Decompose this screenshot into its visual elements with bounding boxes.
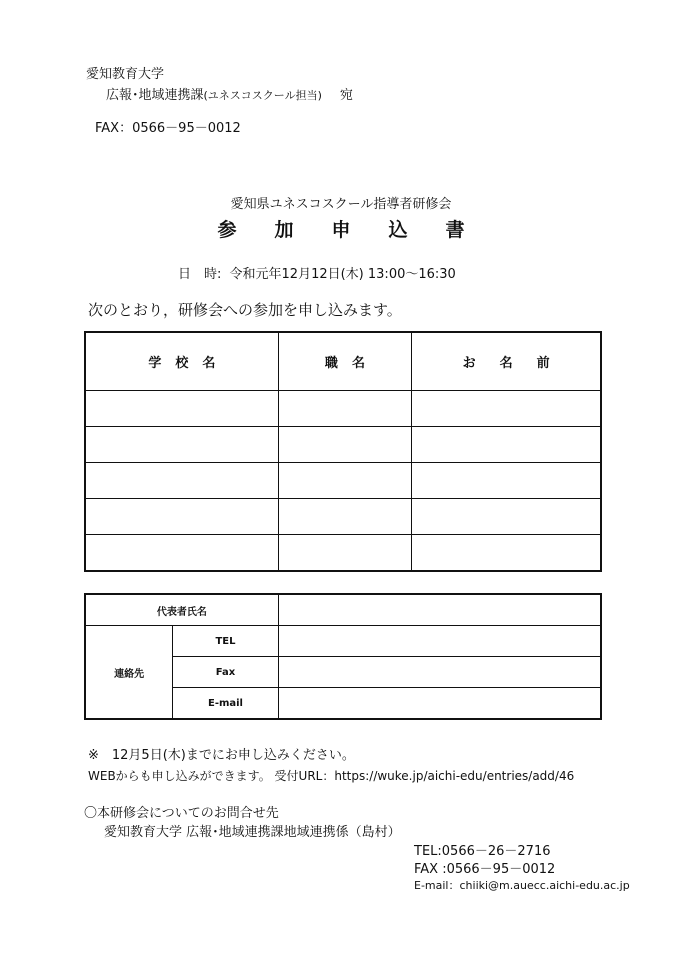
- form-subtitle: 愛知県ユネスコスクール指導者研修会: [230, 197, 452, 212]
- school-cell[interactable]: [85, 535, 278, 572]
- title-char: 参: [217, 219, 237, 241]
- recipient-department: 広報･地域連携課: [106, 88, 204, 103]
- recipient-department-line: [106, 84, 353, 103]
- school-cell[interactable]: [85, 391, 278, 427]
- recipient-honorific: 宛: [339, 88, 353, 103]
- contact-label: 連絡先: [85, 626, 173, 720]
- title-char: 込: [388, 219, 408, 241]
- inquiry-email: E-mail：chiiki@m.auecc.aichi-edu.ac.jp: [414, 879, 630, 892]
- inquiry-tel: TEL:0566－26－2716: [414, 844, 551, 859]
- representative-name-cell[interactable]: [278, 594, 601, 626]
- header-name: お 名 前: [412, 332, 601, 391]
- title-char: 申: [331, 219, 351, 241]
- table-row: [85, 427, 601, 463]
- email-label: E-mail: [173, 688, 279, 720]
- tel-cell[interactable]: [278, 626, 601, 657]
- table-row: [85, 463, 601, 499]
- name-cell[interactable]: [412, 391, 601, 427]
- participants-header-row: [85, 332, 601, 391]
- title-char: 書: [445, 219, 465, 241]
- name-cell[interactable]: [412, 463, 601, 499]
- name-cell[interactable]: [412, 535, 601, 572]
- table-row: [85, 391, 601, 427]
- date-value: 令和元年12月12日(木) 13:00～16:30: [229, 267, 456, 282]
- date-label: 日 時:: [178, 267, 222, 282]
- table-row: [85, 499, 601, 535]
- inquiry-fax: FAX :0566－95－0012: [414, 862, 556, 877]
- school-cell[interactable]: [85, 427, 278, 463]
- deadline-note: ※ 12月5日(木)までにお申し込みください。: [88, 748, 355, 763]
- inquiry-heading: 〇本研修会についてのお問合せ先: [84, 806, 279, 821]
- position-cell[interactable]: [278, 427, 411, 463]
- inquiry-org: 愛知教育大学 広報･地域連携課地域連携係（島村）: [104, 825, 401, 840]
- contact-tel-row: [85, 626, 601, 657]
- school-cell[interactable]: [85, 499, 278, 535]
- title-char: 加: [274, 219, 294, 241]
- tel-label: TEL: [173, 626, 279, 657]
- fax-label: Fax: [173, 657, 279, 688]
- position-cell[interactable]: [278, 463, 411, 499]
- header-position: 職 名: [278, 332, 411, 391]
- participants-table: [84, 331, 602, 572]
- representative-label: 代表者氏名: [85, 594, 278, 626]
- header-school-name: 学 校 名: [85, 332, 278, 391]
- email-cell[interactable]: [278, 688, 601, 720]
- representative-row: [85, 594, 601, 626]
- position-cell[interactable]: [278, 535, 411, 572]
- name-cell[interactable]: [412, 499, 601, 535]
- event-date: [178, 263, 456, 282]
- name-cell[interactable]: [412, 427, 601, 463]
- position-cell[interactable]: [278, 391, 411, 427]
- web-note: WEBからも申し込みができます。 受付URL：https://wuke.jp/aichi-edu/entries/add/46: [88, 769, 575, 783]
- position-cell[interactable]: [278, 499, 411, 535]
- table-row: [85, 535, 601, 572]
- form-title: [0, 215, 682, 242]
- intro-text: 次のとおり，研修会への参加を申し込みます。: [88, 301, 402, 319]
- contact-table: [84, 593, 602, 720]
- recipient-university: 愛知教育大学: [86, 67, 165, 82]
- recipient-fax: FAX：0566－95－0012: [95, 121, 241, 136]
- school-cell[interactable]: [85, 463, 278, 499]
- recipient-department-note: (ユネスコスクール担当): [203, 89, 322, 102]
- fax-cell[interactable]: [278, 657, 601, 688]
